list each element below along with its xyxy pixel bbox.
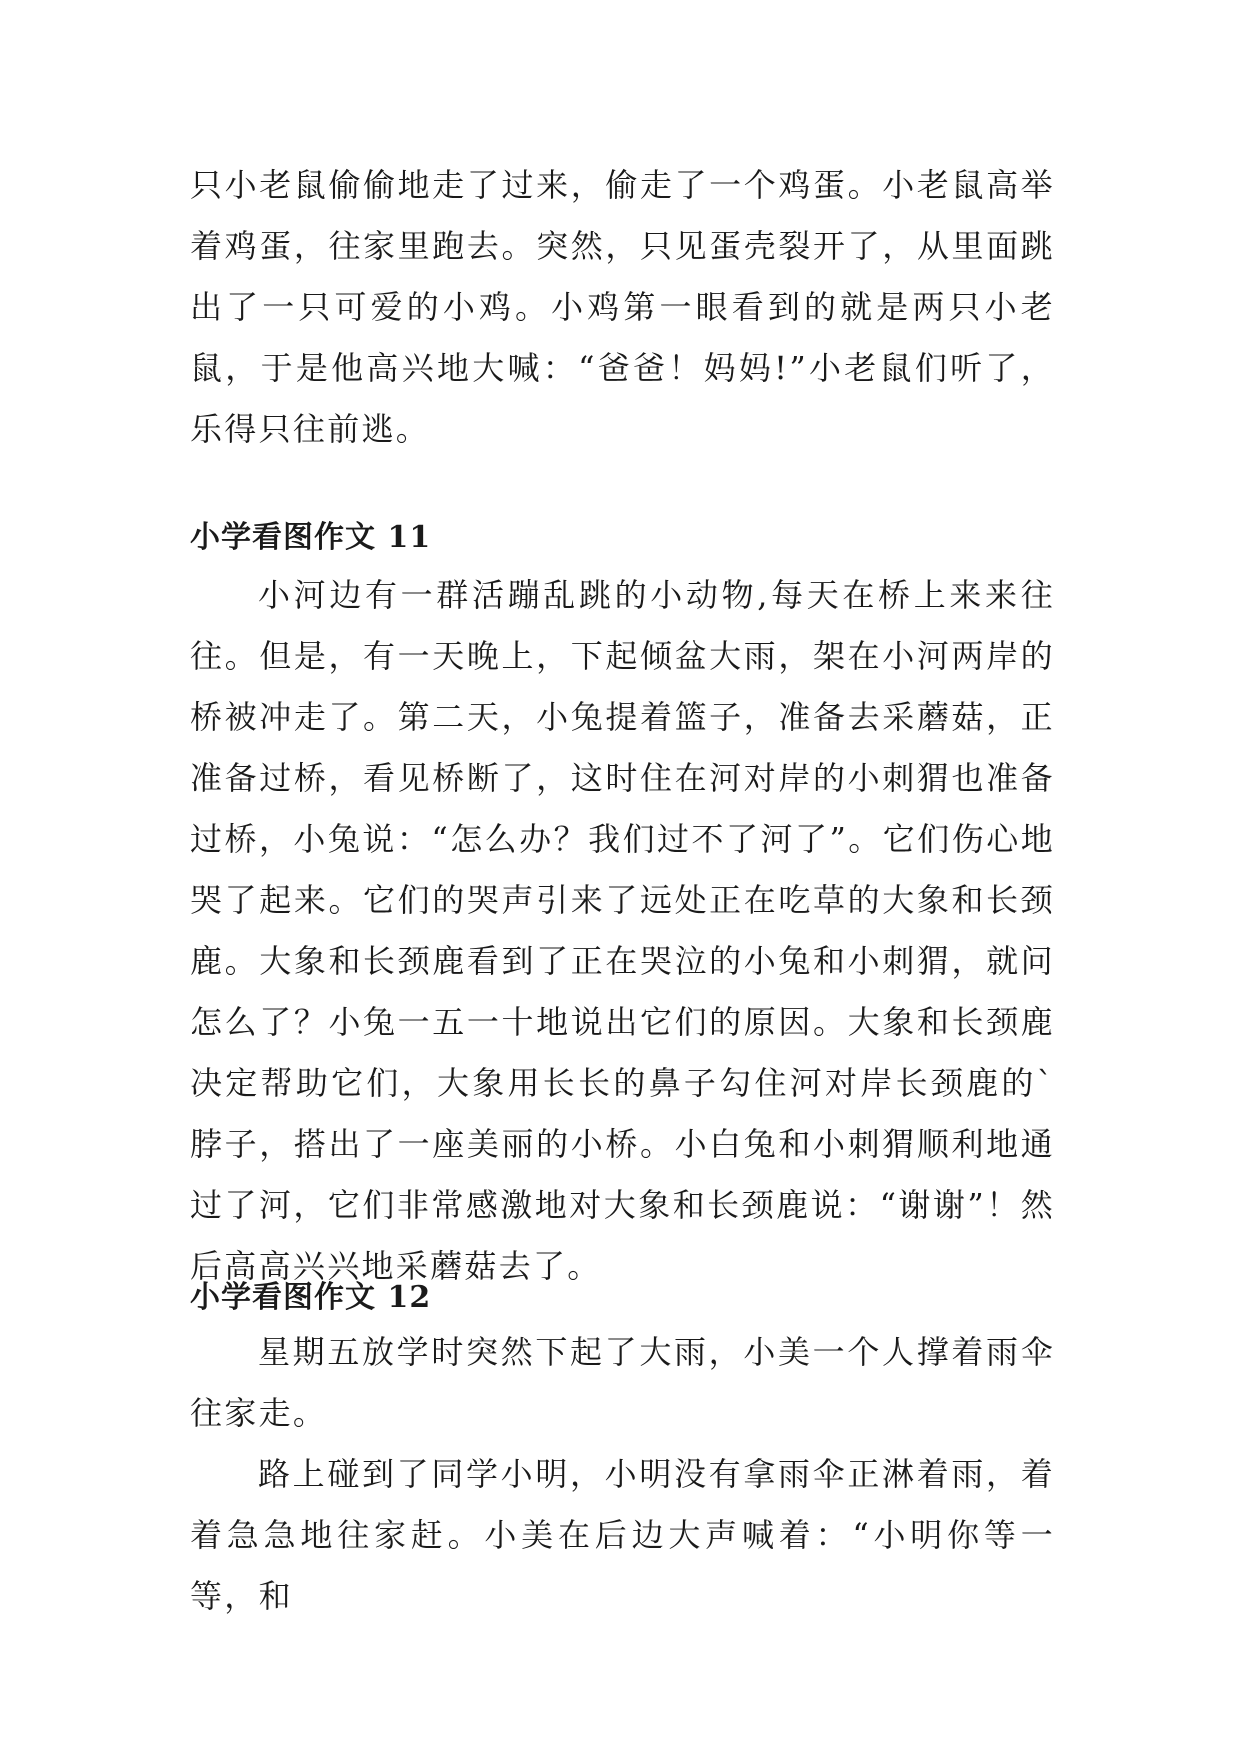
essay-12-paragraph-2: 路上碰到了同学小明，小明没有拿雨伞正淋着雨，着着急急地往家赶。小美在后边大声喊着：“小明你等一等，和 bbox=[190, 1455, 1055, 1615]
essay-11-title: 小学看图作文 11 bbox=[190, 520, 432, 555]
essay-11-paragraph: 小河边有一群活蹦乱跳的小动物,每天在桥上来来往往。但是，有一天晚上，下起倾盆大雨，架在小河两岸的桥被冲走了。第二天，小兔提着篮子，准备去采蘑菇，正准备过桥，看见桥断了，这时住在河对岸的小刺猬也准备过桥，小兔说：“怎么办？我们过不了河了”。它们伤心地哭了起来。它们的哭声引来了远处正在吃草的大象和长颈鹿。大象和长颈鹿看到了正在哭泣的小兔和小刺猬，就问怎么了？小兔一五一十地说出它们的原因。大象和长颈鹿决定帮助它们，大象用长长的鼻子勾住河对岸长颈鹿的`脖子，搭出了一座美丽的小桥。小白兔和小刺猬顺利地通过了河，它们非常感激地对大象和长颈鹿说：“谢谢”！然后高高兴兴地采蘑菇去了。 bbox=[190, 576, 1055, 1285]
essay-12-paragraph-1: 星期五放学时突然下起了大雨，小美一个人撑着雨伞往家走。 bbox=[190, 1333, 1055, 1432]
intro-paragraph: 只小老鼠偷偷地走了过来，偷走了一个鸡蛋。小老鼠高举着鸡蛋，往家里跑去。突然，只见蛋壳裂开了，从里面跳出了一只可爱的小鸡。小鸡第一眼看到的就是两只小老鼠，于是他高兴地大喊：“爸爸！妈妈!”小老鼠们听了，乐得只往前逃。 bbox=[190, 166, 1055, 448]
essay-12-title: 小学看图作文 12 bbox=[190, 1280, 432, 1315]
